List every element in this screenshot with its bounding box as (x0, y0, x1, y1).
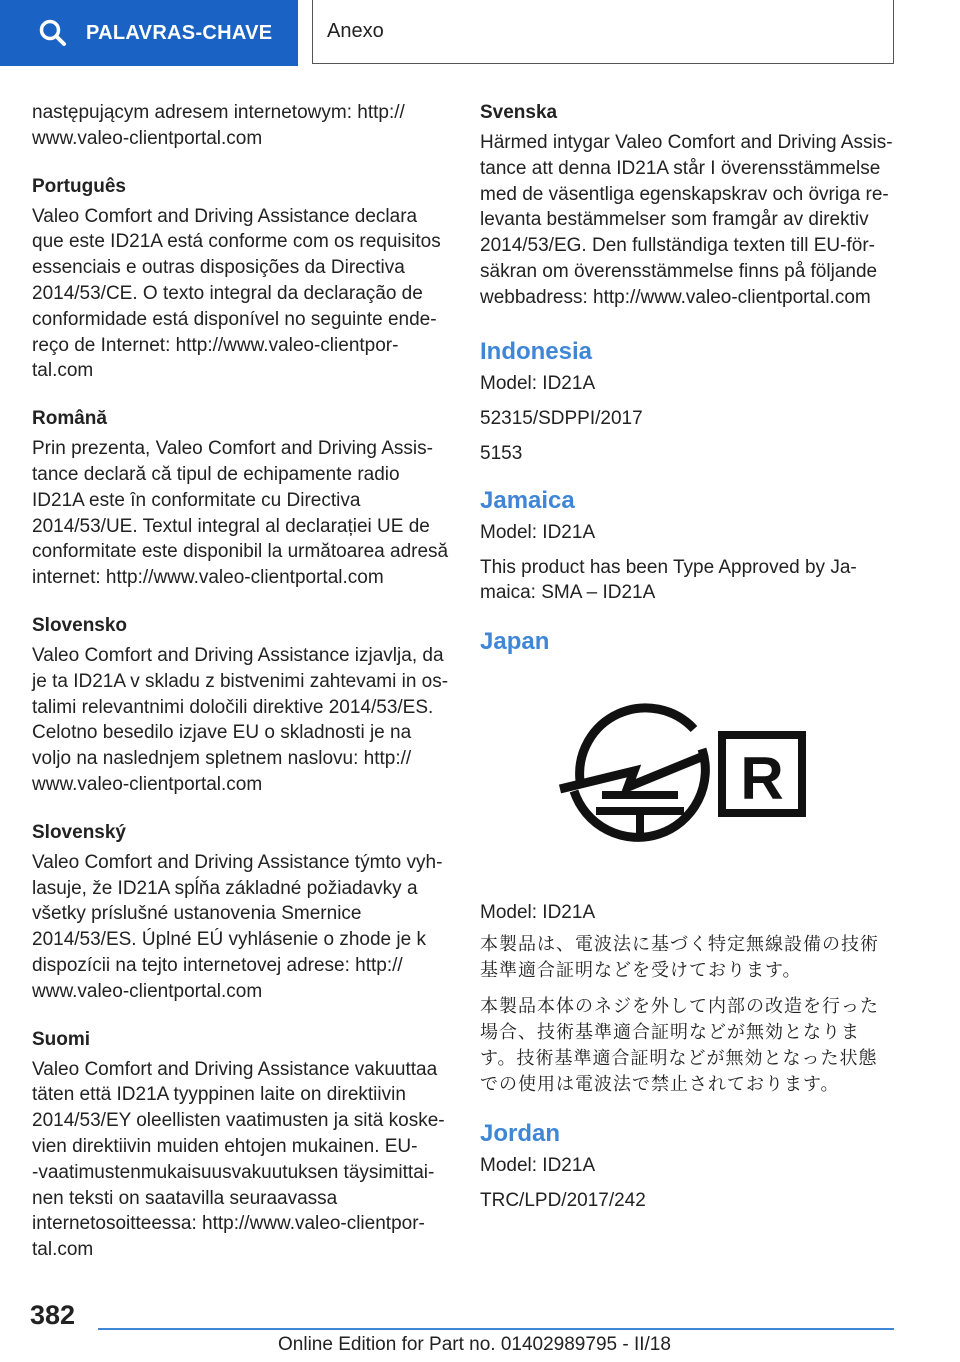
intro-text: następującym adresem internetowym: http:// www.valeo-clientportal.com (32, 102, 405, 149)
section-heading: Português (32, 175, 126, 197)
section-slovensky (32, 820, 450, 1005)
section-heading: Suomi (32, 1028, 91, 1050)
indonesia-line: 52315/SDPPI/2017 (480, 407, 643, 429)
section-slovensko (32, 613, 450, 798)
section-romana (32, 406, 450, 591)
section-indonesia (480, 337, 900, 466)
section-suomi (32, 1027, 450, 1263)
japan-model: Model: ID21A (480, 901, 596, 923)
footer-divider (98, 1328, 894, 1330)
section-heading: Slovensko (32, 614, 128, 636)
section-heading: Română (32, 408, 107, 430)
country-heading: Japan (480, 627, 550, 655)
section-jordan (480, 1119, 900, 1213)
section-text: Valeo Comfort and Driving Assistance týmto vyh- lasuje, že ID21A spĺňa základné požiadavky a všetky príslušné ustanovenia Smernice 2014/53/ES. Úplné EÚ vyhlásenie o zhode je k dispozícii na tejto internetovej adrese: http:// www.valeo-clientportal.com (32, 851, 443, 1002)
country-heading: Jamaica (480, 486, 575, 514)
intro-section (32, 100, 450, 152)
jamaica-line: This product has been Type Approved by Ja- maica: SMA – ID21A (480, 556, 857, 603)
section-heading: Svenska (480, 102, 558, 123)
right-column (480, 100, 900, 1235)
footer-edition-text: Online Edition for Part no. 01402989795 - II/18 (278, 1334, 671, 1355)
section-text: Valeo Comfort and Driving Assistance declara que este ID21A está conforme com os requisitos essenciais e outras disposições da Directiva 2014/53/CE. O texto integral da declaração de conformidade está disponível no seguinte ende- reço de Internet: http://www.valeo-clientpor- tal.com (32, 205, 441, 382)
section-text: Valeo Comfort and Driving Assistance izjavlja, da je ta ID21A v skladu z bistvenimi zahtevami in os- talimi relevantnimi določili direktive 2014/53/ES. Celotno besedilo izjave EU o skladnosti je na voljo na naslednjem spletnem naslovu: http:// www.valeo-clientportal.com (32, 644, 449, 795)
header (0, 0, 960, 66)
japan-text-1: 本製品は、電波法に基づく特定無線設備の技術 基準適合証明などを受けております。 (480, 934, 879, 981)
section-text: Härmed intygar Valeo Comfort and Driving Assis- tance att denna ID21A står I överensstämmelse med de väsentliga egenskapskrav och övriga re- levanta bestämmelser som framgår av direktiv 2014/53/EG. Den fullständiga texten till EU-för- säkran om överensstämmelse finns på följande webbadress: http://www.valeo-clientportal.com (480, 132, 893, 308)
section-svenska (480, 100, 900, 311)
country-heading: Jordan (480, 1120, 561, 1148)
keywords-label: PALAVRAS-CHAVE (86, 21, 273, 44)
jordan-line: TRC/LPD/2017/242 (480, 1190, 646, 1212)
indonesia-line: Model: ID21A (480, 372, 596, 394)
logo-letter: R (740, 744, 784, 812)
japan-text-2: 本製品本体のネジを外して内部の改造を行った 場合、技術基準適合証明などが無効となりま す。技術基準適合証明などが無効となった状態 での使用は電波法で禁止されております。 (480, 996, 879, 1095)
section-heading: Slovenský (32, 821, 126, 843)
section-text: Prin prezenta, Valeo Comfort and Driving Assis- tance declară că tipul de echipamente radio ID21A este în conformitate cu Directiva 2014/53/UE. Textul integral al declarației UE de conformitate este disponibil la următoarea adresă internet: http://www.valeo-clientportal.com (32, 438, 449, 589)
keywords-button[interactable] (0, 0, 298, 66)
search-icon (38, 18, 68, 48)
section-japan (480, 627, 900, 1098)
jamaica-line: Model: ID21A (480, 521, 596, 543)
page-number: 382 (30, 1300, 76, 1330)
left-column (32, 100, 450, 1285)
giteki-logo (480, 691, 900, 866)
jordan-line: Model: ID21A (480, 1155, 596, 1177)
section-jamaica (480, 486, 900, 605)
tab-anexo-label: Anexo (327, 20, 384, 42)
indonesia-line: 5153 (480, 442, 523, 464)
section-text: Valeo Comfort and Driving Assistance vakuuttaa täten että ID21A tyyppinen laite on direktiivin 2014/53/EY oleellisten vaatimusten ja sitä koske- vien direktiivin muiden ehtojen mukainen. EU- -vaatimustenmukaisuusvakuutuksen täysimittai- nen teksti on saatavilla seuraavassa internetosoitteessa: http://www.valeo-clientpor- tal.com (32, 1058, 445, 1261)
section-portugues (32, 174, 450, 385)
tab-anexo[interactable] (312, 0, 894, 64)
country-heading: Indonesia (480, 337, 593, 365)
